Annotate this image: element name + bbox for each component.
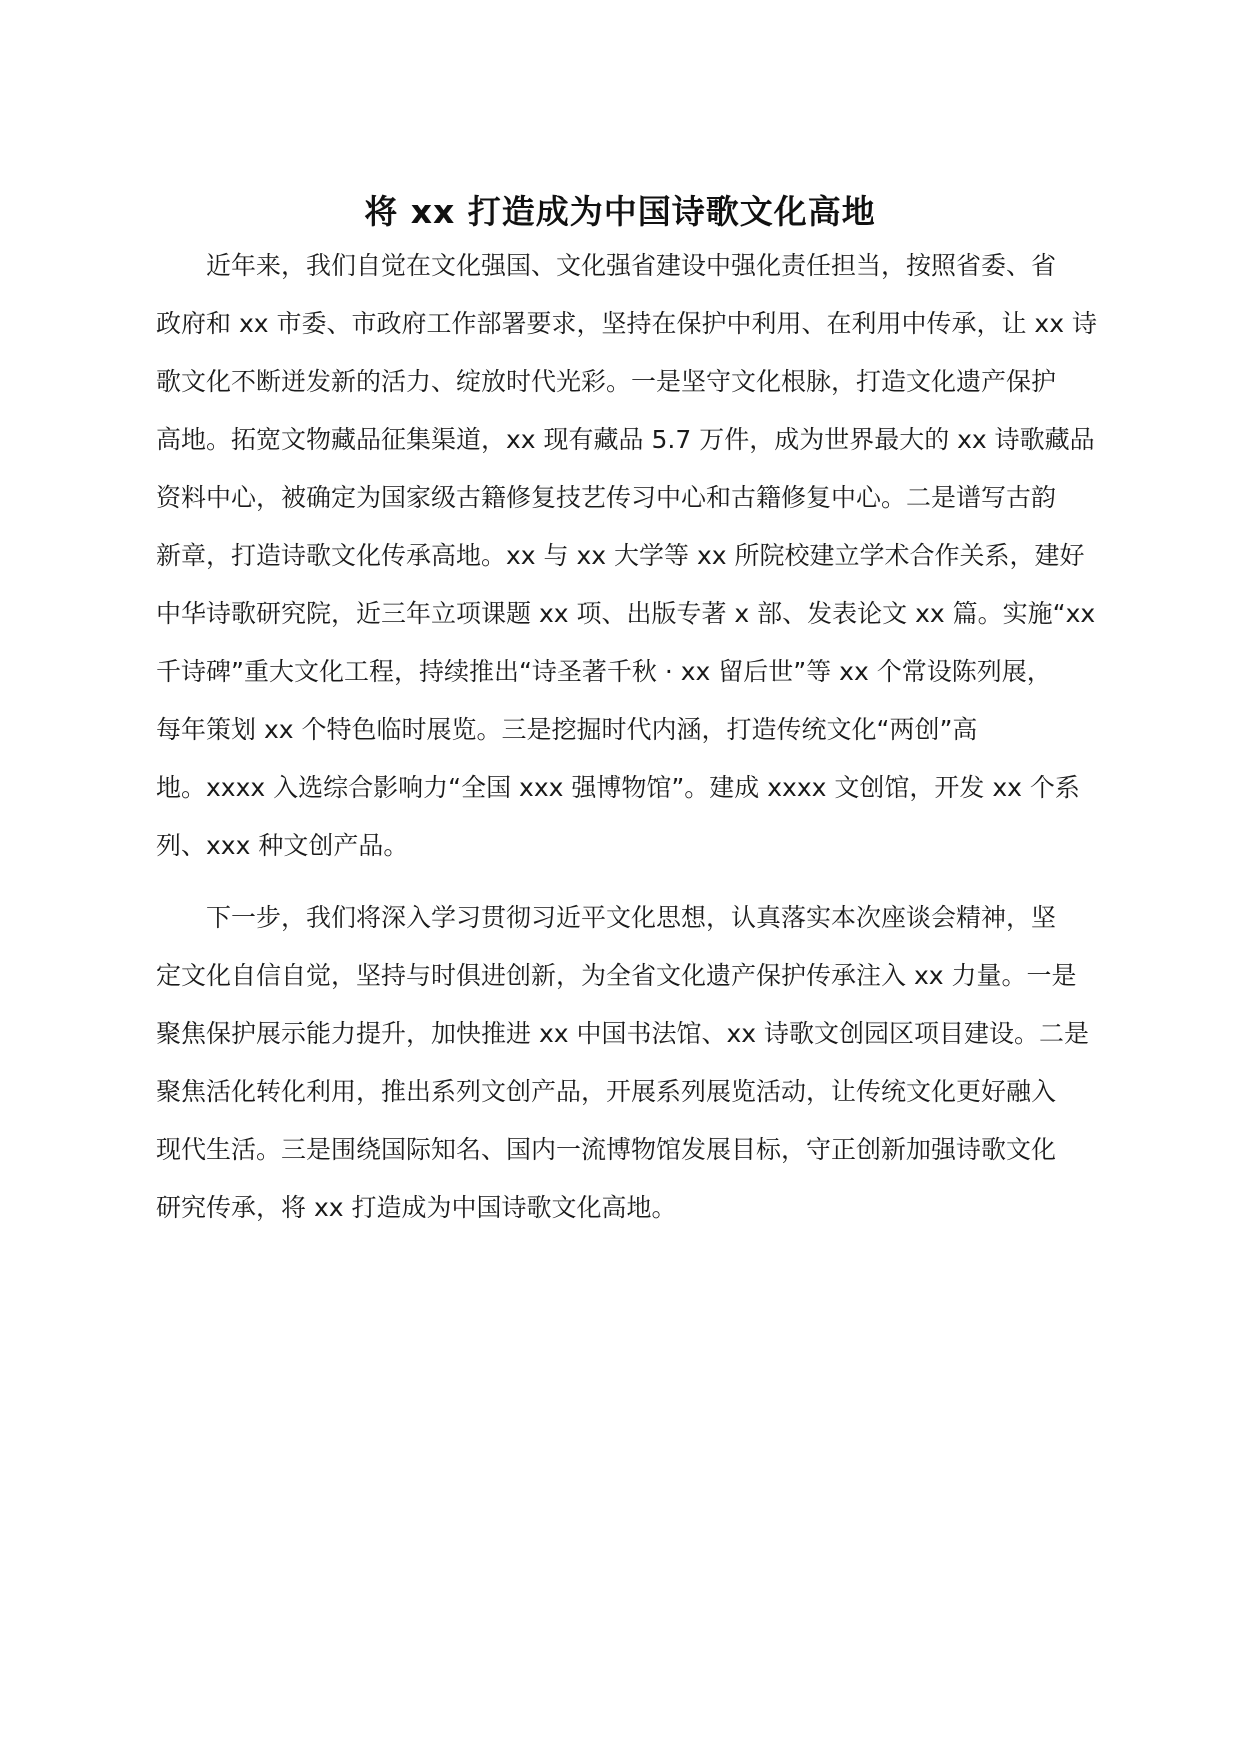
paragraph-1-line-9: 每年策划 xx 个特色临时展览。三是挖掘时代内涵，打造传统文化“两创”高 xyxy=(156,715,978,744)
paragraph-1-line-3: 歌文化不断迸发新的活力、绽放时代光彩。一是坚守文化根脉，打造文化遗产保护 xyxy=(156,367,1057,396)
paragraph-1-line-7: 中华诗歌研究院，近三年立项课题 xx 项、出版专著 x 部、发表论文 xx 篇。实施“xx xyxy=(156,599,1096,628)
paragraph-2-line-5: 现代生活。三是围绕国际知名、国内一流博物馆发展目标，守正创新加强诗歌文化 xyxy=(156,1135,1057,1164)
paragraph-2-line-3: 聚焦保护展示能力提升，加快推进 xx 中国书法馆、xx 诗歌文创园区项目建设。二是 xyxy=(156,1019,1090,1048)
paragraph-2-line-1: 下一步，我们将深入学习贯彻习近平文化思想，认真落实本次座谈会精神，坚 xyxy=(206,903,1057,932)
paragraph-1-line-5: 资料中心，被确定为国家级古籍修复技艺传习中心和古籍修复中心。二是谱写古韵 xyxy=(156,483,1057,512)
paragraph-2-line-6: 研究传承，将 xx 打造成为中国诗歌文化高地。 xyxy=(156,1193,677,1222)
paragraph-1-line-10: 地。xxxx 入选综合影响力“全国 xxx 强博物馆”。建成 xxxx 文创馆，开发 xx 个系 xyxy=(156,773,1080,802)
paragraph-1-line-2: 政府和 xx 市委、市政府工作部署要求，坚持在保护中利用、在利用中传承，让 xx 诗 xyxy=(156,309,1097,338)
paragraph-1-line-6: 新章，打造诗歌文化传承高地。xx 与 xx 大学等 xx 所院校建立学术合作关系，建好 xyxy=(156,541,1085,570)
paragraph-1-line-1: 近年来，我们自觉在文化强国、文化强省建设中强化责任担当，按照省委、省 xyxy=(206,251,1057,280)
paragraph-1-line-11: 列、xxx 种文创产品。 xyxy=(156,831,409,860)
document-title: 将 xx 打造成为中国诗歌文化高地 xyxy=(364,192,876,231)
paragraph-1-line-8: 千诗碑”重大文化工程，持续推出“诗圣著千秋 · xx 留后世”等 xx 个常设陈列展， xyxy=(156,657,1052,686)
paragraph-2-line-2: 定文化自信自觉，坚持与时俱进创新，为全省文化遗产保护传承注入 xx 力量。一是 xyxy=(156,961,1077,990)
paragraph-2-line-4: 聚焦活化转化利用，推出系列文创产品，开展系列展览活动，让传统文化更好融入 xyxy=(156,1077,1057,1106)
paragraph-1-line-4: 高地。拓宽文物藏品征集渠道，xx 现有藏品 5.7 万件，成为世界最大的 xx 诗歌藏品 xyxy=(156,425,1095,454)
